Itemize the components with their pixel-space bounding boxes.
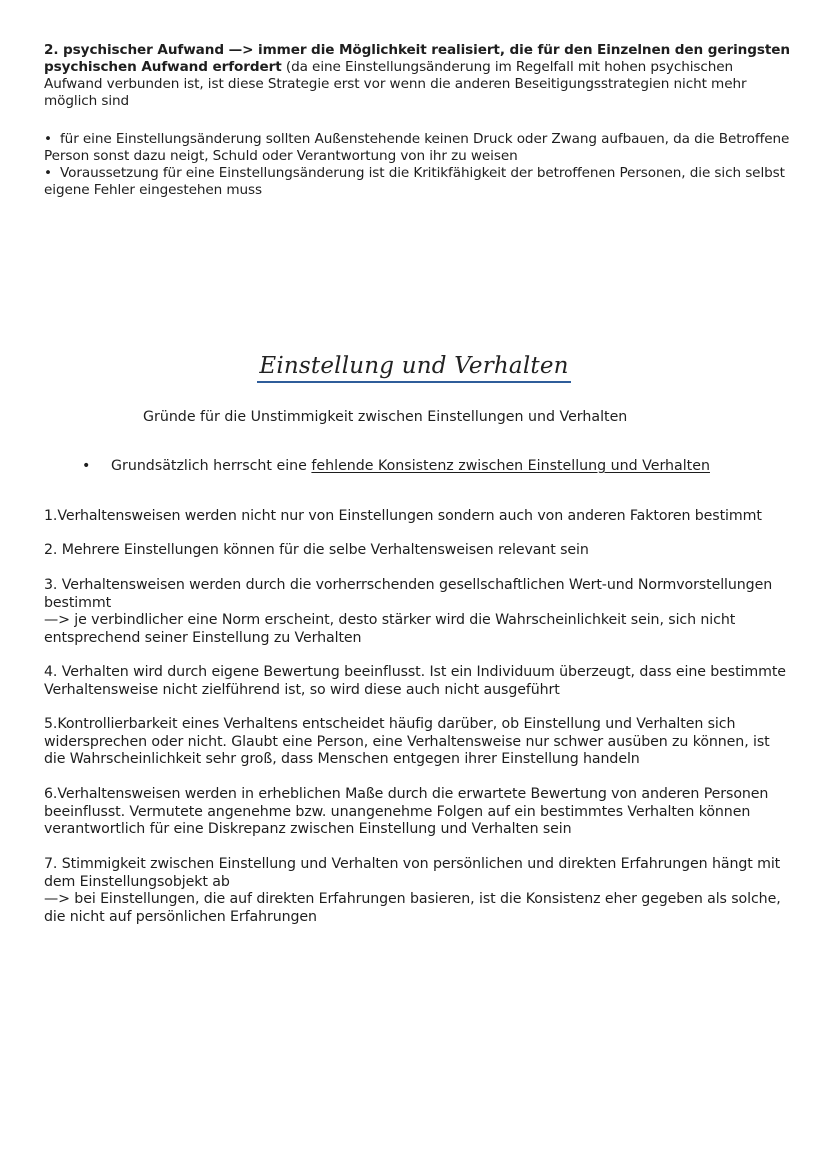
section-title-container [0,352,828,383]
bullet-icon: • [44,131,52,147]
intro-prefix: Grundsätzlich herrscht eine [111,458,312,474]
section-subtitle: Gründe für die Unstimmigkeit zwischen Einstellungen und Verhalten [143,409,628,425]
reason-item-3: 3. Verhaltensweisen werden durch die vorherrschenden gesellschaftlichen Wert-und Normvorstellungen bestimmt [44,577,773,611]
bullet-icon: • [44,165,52,181]
bullet-icon: • [82,458,91,474]
bullet-paragraph-2 [44,165,794,199]
reason-item-7-note: —> bei Einstellungen, die auf direkten Erfahrungen basieren, ist die Konsistenz eher gegeben als solche, die nicht auf persönlichen Erfahrungen [44,891,781,925]
bullet-text: Voraussetzung für eine Einstellungsänderung ist die Kritikfähigkeit der betroffenen Personen, die sich selbst eigene Fehler eingestehen muss [44,165,785,198]
intro-underlined-text: fehlende Konsistenz zwischen Einstellung und Verhalten [311,458,710,474]
reason-item-5: 5.Kontrollierbarkeit eines Verhaltens entscheidet häufig darüber, ob Einstellung und Verhalten sich widersprechen oder nicht. Glaubt eine Person, eine Verhaltensweise nur schwer ausüben zu können, ist die Wahrscheinlichkeit sehr groß, dass Menschen entgegen ihrer Einstellung handeln [44,716,770,767]
reason-item-7: 7. Stimmigkeit zwischen Einstellung und Verhalten von persönlichen und direkten Erfahrungen hängt mit dem Einstellungsobjekt ab [44,856,781,890]
point-2-paragraph [44,42,794,110]
reason-item-6: 6.Verhaltensweisen werden in erheblichen Maße durch die erwartete Bewertung von anderen Personen beeinflusst. Vermutete angenehme bzw. unangenehme Folgen auf ein bestimmtes Verhalten können verantwortlich für eine Diskrepanz zwischen Einstellung und Verhalten sein [44,786,769,837]
bullet-paragraph-1 [44,131,794,165]
reason-item-3-note: —> je verbindlicher eine Norm erscheint, desto stärker wird die Wahrscheinlichkeit sein, sich nicht entsprechend seiner Einstellung zu Verhalten [44,612,736,646]
point-2-bold-text: 2. psychischer Aufwand —> immer die Möglichkeit realisiert, die für den Einzelnen den geringsten psychischen Aufwand erfordert [44,42,790,75]
section-title: Einstellung und Verhalten [257,352,570,383]
bullet-text: für eine Einstellungsänderung sollten Außenstehende keinen Druck oder Zwang aufbauen, da die Betroffene Person sonst dazu neigt, Schuld oder Verantwortung von ihr zu weisen [44,131,790,164]
reason-item-1: 1.Verhaltensweisen werden nicht nur von Einstellungen sondern auch von anderen Faktoren bestimmt [44,508,762,524]
intro-bullet [82,457,710,475]
point-2-normal-text: (da eine Einstellungsänderung im Regelfall mit hohen psychischen Aufwand verbunden ist, ist diese Strategie erst vor wenn die anderen Beseitigungsstrategien nicht mehr möglich sind [44,59,747,109]
reason-item-4: 4. Verhalten wird durch eigene Bewertung beeinflusst. Ist ein Individuum überzeugt, dass eine bestimmte Verhaltensweise nicht zielführend ist, so wird diese auch nicht ausgeführt [44,664,786,698]
reason-item-2: 2. Mehrere Einstellungen können für die selbe Verhaltensweisen relevant sein [44,542,589,558]
